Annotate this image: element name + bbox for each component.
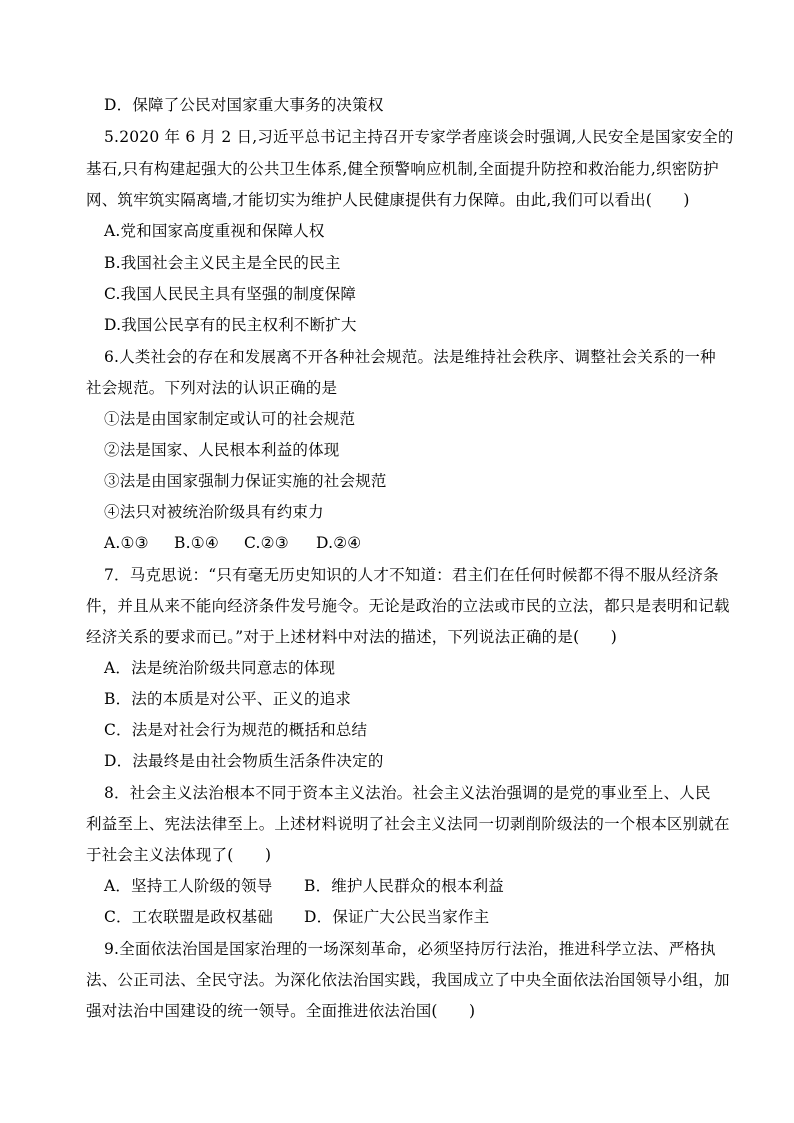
question-6-choice-c: C.②③ [244,534,289,552]
previous-question-option-d: D．保障了公民对国家重大事务的决策权 [104,96,384,114]
question-8-option-d: D．保证广大公民当家作主 [304,908,490,926]
question-8-option-c: C．工农联盟是政权基础 [104,908,274,926]
question-6-statement-4: ④法只对被统治阶级具有约束力 [104,503,324,521]
question-6-line-1: 6.人类社会的存在和发展离不开各种社会规范。法是维持社会秩序、调整社会关系的一种 [104,348,716,366]
question-5-option-a: A.党和国家高度重视和保障人权 [104,222,325,240]
question-8-options-row-2 [104,907,489,927]
question-7-line-1: 7．马克思说：“只有毫无历史知识的人才不知道：君主们在任何时候都不得不服从经济条 [104,566,719,584]
question-8-option-b: B．维护人民群众的根本利益 [304,877,504,895]
question-9-line-3: 强对法治中国建设的统一领导。全面推进依法治国( ) [86,1002,476,1020]
question-7-option-c: C．法是对社会行为规范的概括和总结 [104,721,368,739]
question-6-choices [104,533,361,553]
question-6-choice-b: B.①④ [174,534,219,552]
question-7-line-3: 经济关系的要求而已。”对于上述材料中对法的描述，下列说法正确的是( ) [86,628,617,646]
question-5-line-1: 5.2020 年 6 月 2 日,习近平总书记主持召开专家学者座谈会时强调,人民安全是国家安全的 [104,128,734,146]
question-8-line-3: 于社会主义法体现了( ) [86,846,272,864]
question-7-line-2: 件，并且从来不能向经济条件发号施令。无论是政治的立法或市民的立法，都只是表明和记载 [86,597,730,615]
question-6-statement-1: ①法是由国家制定或认可的社会规范 [104,410,356,428]
question-5-line-2: 基石,只有构建起强大的公共卫生体系,健全预警响应机制,全面提升防控和救治能力,织密防护 [86,160,719,178]
question-7-option-a: A．法是统治阶级共同意志的体现 [104,659,336,677]
question-6-line-2: 社会规范。下列对法的认识正确的是 [86,379,338,397]
question-8-option-a: A．坚持工人阶级的领导 [104,877,273,895]
question-7-option-b: B．法的本质是对公平、正义的追求 [104,690,352,708]
question-9-line-2: 法、公正司法、全民守法。为深化依法治国实践，我国成立了中央全面依法治国领导小组，加 [86,971,730,989]
question-6-choice-a: A.①③ [104,534,149,552]
question-6-statement-2: ②法是国家、人民根本利益的体现 [104,441,340,459]
question-9-line-1: 9.全面依法治国是国家治理的一场深刻革命，必须坚持厉行法治，推进科学立法、严格执 [104,940,716,958]
question-8-line-2: 利益至上、宪法法律至上。上述材料说明了社会主义法同一切剥削阶级法的一个根本区别就在 [86,815,730,833]
question-8-options-row-1 [104,876,504,896]
question-7-option-d: D．法最终是由社会物质生活条件决定的 [104,752,384,770]
question-6-choice-d: D.②④ [316,534,362,552]
question-5-line-3: 网、筑牢筑实隔离墙,才能切实为维护人民健康提供有力保障。由此,我们可以看出( ) [86,191,690,209]
question-6-statement-3: ③法是由国家强制力保证实施的社会规范 [104,472,387,490]
question-5-option-c: C.我国人民民主具有坚强的制度保障 [104,285,357,303]
question-5-option-b: B.我国社会主义民主是全民的民主 [104,254,341,272]
question-8-line-1: 8．社会主义法治根本不同于资本主义法治。社会主义法治强调的是党的事业至上、人民 [104,784,711,802]
question-5-option-d: D.我国公民享有的民主权利不断扩大 [104,316,357,334]
